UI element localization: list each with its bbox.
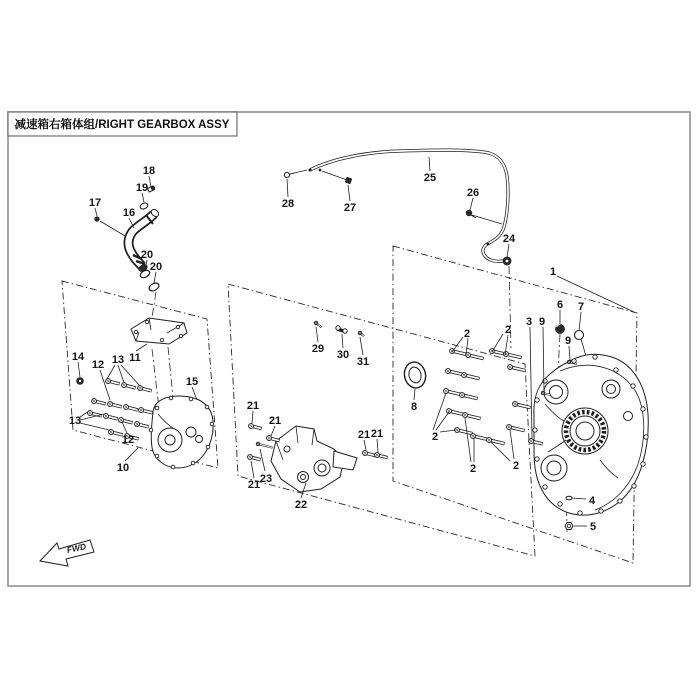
leader-21 [252, 411, 253, 423]
callout-19: 19 [135, 181, 149, 194]
lug-hole [614, 368, 618, 372]
callout-29: 29 [311, 342, 325, 355]
callout-21: 21 [268, 414, 282, 427]
leader-24 [507, 244, 509, 257]
lug-hole [578, 511, 582, 515]
drain-plug-5 [565, 523, 573, 530]
leader-28 [287, 179, 288, 197]
lug-hole [171, 465, 175, 469]
lug-hole [169, 396, 173, 400]
lug-hole [155, 454, 159, 458]
leader-3 [530, 327, 532, 438]
lug-hole [191, 461, 195, 465]
lug-hole [210, 422, 214, 426]
callout-30: 30 [336, 348, 350, 361]
bolt [91, 398, 106, 406]
callout-6: 6 [556, 298, 564, 311]
callout-31: 31 [356, 355, 370, 368]
callout-9: 9 [564, 334, 572, 347]
leader-21 [377, 439, 378, 452]
callout-11: 11 [129, 351, 141, 364]
leader-7 [579, 312, 581, 331]
callout-13: 13 [68, 414, 82, 427]
callout-7: 7 [577, 300, 585, 313]
lug-hole [641, 462, 645, 466]
lug-hole [632, 484, 636, 488]
oring-7 [575, 331, 584, 340]
leader-31 [360, 337, 363, 355]
gearbox-housing [534, 354, 648, 515]
callout-21: 21 [370, 427, 384, 440]
page-title: 减速箱右箱体组/RIGHT GEARBOX ASSY [14, 119, 230, 131]
seal-ring-20b [148, 282, 160, 293]
callout-24: 24 [502, 232, 516, 245]
bolt [248, 423, 262, 431]
bolt [105, 378, 120, 386]
callout-15: 15 [185, 375, 199, 388]
lug-hole [149, 428, 153, 432]
clamp-27 [345, 177, 351, 183]
centerlines [151, 266, 567, 532]
lug-hole [205, 405, 209, 409]
oil-seal-8 [402, 360, 428, 390]
callout-9: 9 [538, 315, 546, 328]
bolt [134, 421, 149, 429]
callout-5: 5 [589, 520, 597, 533]
leader-21 [271, 426, 275, 436]
bolt [87, 410, 102, 418]
hose-core [310, 150, 508, 261]
leader-19 [142, 193, 144, 202]
lug-hole [618, 499, 622, 503]
bolt [486, 437, 505, 446]
fwd-arrow [40, 540, 94, 566]
callout-10: 10 [116, 461, 130, 474]
bolt [107, 401, 122, 409]
clamp-30 [336, 326, 347, 333]
callout-4: 4 [588, 494, 596, 507]
leader-30 [342, 334, 343, 348]
callout-1: 1 [549, 265, 557, 278]
lug-hole [176, 325, 179, 328]
bolt [118, 417, 133, 425]
callout-2: 2 [469, 462, 477, 475]
mount-bracket-22 [271, 426, 357, 492]
leader-20 [154, 272, 156, 283]
screw-28 [284, 172, 295, 177]
callout-28: 28 [281, 197, 295, 210]
lug-hole [160, 338, 163, 341]
hose-end-dot [309, 169, 312, 172]
lug-hole [644, 435, 648, 439]
lug-hole [533, 428, 537, 432]
lug-hole [593, 355, 597, 359]
callout-2: 2 [431, 430, 439, 443]
leader-2 [440, 430, 456, 432]
callout-23: 23 [259, 472, 273, 485]
leader-13 [80, 423, 109, 430]
leader-2 [465, 418, 471, 462]
callout-18: 18 [142, 164, 156, 177]
bolt [454, 427, 473, 436]
fitting-24 [503, 257, 511, 265]
bolt [138, 407, 153, 415]
callout-17: 17 [88, 196, 102, 209]
callout-2: 2 [463, 327, 471, 340]
bolt [358, 331, 365, 338]
bolt [123, 404, 138, 412]
lug-hole [641, 407, 645, 411]
leader-27 [348, 185, 350, 201]
hose-bend-dot [487, 243, 490, 246]
callout-14: 14 [71, 350, 85, 363]
callout-2: 2 [504, 323, 512, 336]
leader-12 [122, 422, 127, 433]
callout-2: 2 [512, 459, 520, 472]
callout-21: 21 [357, 428, 371, 441]
leader-12 [100, 370, 110, 400]
bolt [247, 454, 261, 462]
callout-12: 12 [91, 358, 105, 371]
bolt [137, 385, 152, 393]
leader-1 [557, 276, 634, 312]
callout-20: 20 [149, 260, 163, 273]
lug-hole [134, 330, 137, 333]
lug-hole [558, 502, 562, 506]
bolt [465, 352, 484, 361]
leader-13 [107, 365, 115, 379]
leader-2 [510, 430, 514, 459]
hose-clamp-19 [139, 202, 149, 210]
plug-6 [556, 325, 565, 334]
callout-25: 25 [423, 171, 437, 184]
lug-hole [189, 397, 193, 401]
lug-hole [145, 320, 148, 323]
leader-21 [251, 461, 254, 478]
vent-hose [309, 150, 509, 261]
plug-14 [77, 378, 84, 385]
clip-26 [466, 210, 476, 218]
callout-22: 22 [294, 498, 308, 511]
lug-hole [543, 485, 547, 489]
leader-9 [569, 346, 570, 360]
leader-14 [78, 362, 80, 377]
lug-hole [155, 406, 159, 410]
leader-8 [414, 389, 415, 400]
fwd-label: FWD [65, 541, 87, 555]
hose-clip-point [319, 169, 322, 172]
callout-21: 21 [246, 399, 260, 412]
lug-hole [179, 334, 182, 337]
leader-25 [429, 157, 430, 171]
hose-outline [310, 150, 508, 261]
callout-8: 8 [410, 400, 418, 413]
lug-hole [206, 445, 210, 449]
bolt [256, 442, 273, 449]
bolt [459, 392, 478, 401]
bolt [503, 351, 522, 360]
leader-18 [149, 176, 151, 187]
bolt [507, 364, 526, 373]
screw-17 [95, 217, 99, 221]
leader-10 [125, 448, 138, 461]
leader-2 [491, 442, 510, 461]
lug-hole [599, 509, 603, 513]
lug-hole [631, 384, 635, 388]
bolt [121, 382, 136, 390]
lug-hole [535, 457, 539, 461]
bolt [362, 450, 376, 458]
leader-17 [95, 208, 97, 216]
callout-20: 20 [140, 248, 154, 261]
callout-26: 26 [466, 186, 480, 199]
side-cover-15 [151, 396, 213, 468]
washer-4 [566, 496, 572, 500]
bolt [314, 321, 323, 329]
bolt [461, 372, 480, 381]
lug-hole [535, 398, 539, 402]
callout-3: 3 [525, 315, 533, 328]
leader-2 [436, 412, 449, 430]
leader-29 [316, 327, 318, 342]
lug-hole [572, 359, 576, 363]
callout-21: 21 [247, 478, 261, 491]
callout-16: 16 [122, 206, 136, 219]
bolt [266, 435, 280, 443]
bracket-11 [131, 318, 187, 344]
bolt [512, 401, 531, 410]
leader-23 [260, 449, 265, 471]
callout-12: 12 [121, 433, 135, 446]
leader-2 [492, 334, 503, 352]
callout-13: 13 [111, 353, 125, 366]
leader-21 [364, 440, 366, 450]
bolt [374, 452, 388, 460]
callout-27: 27 [343, 201, 357, 214]
leader-26 [470, 198, 473, 210]
bolt [506, 424, 525, 433]
leader-2 [433, 393, 446, 430]
leader-11 [136, 344, 147, 351]
bolt [103, 413, 118, 421]
